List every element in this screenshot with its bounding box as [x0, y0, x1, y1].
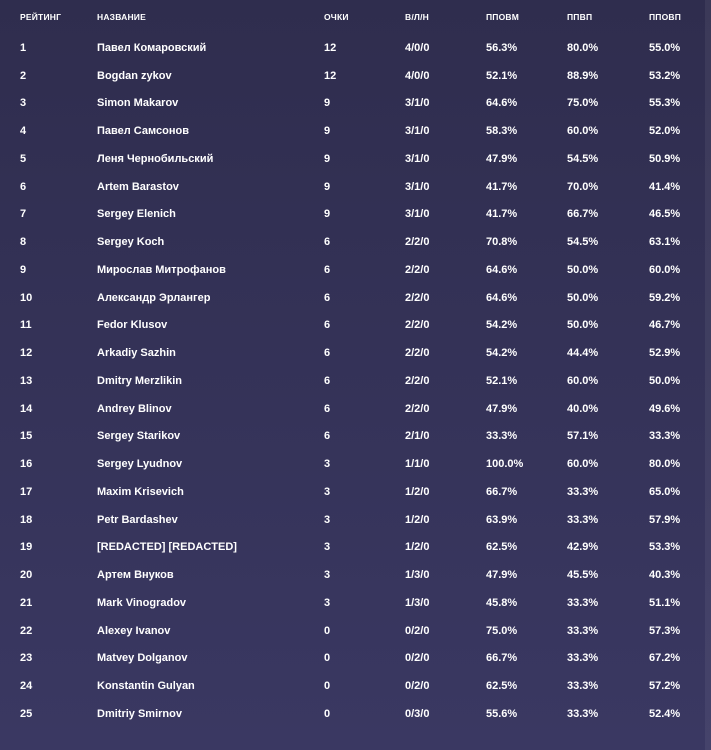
cell-wld: 2/2/0	[405, 236, 430, 249]
header-rank[interactable]: РЕЙТИНГ	[20, 12, 62, 22]
cell-ppovm: 66.7%	[486, 652, 518, 665]
table-body	[0, 34, 705, 728]
cell-points: 3	[324, 569, 331, 582]
table-row[interactable]	[0, 62, 705, 90]
cell-ppvp: 50.0%	[567, 319, 599, 332]
table-row[interactable]	[0, 90, 705, 118]
cell-points: 9	[324, 208, 331, 221]
table-row[interactable]	[0, 506, 705, 534]
cell-name[interactable]: [REDACTED] [REDACTED]	[97, 541, 237, 554]
cell-points: 12	[324, 69, 337, 82]
cell-points: 6	[324, 347, 331, 360]
cell-ppovm: 64.6%	[486, 263, 518, 276]
cell-name[interactable]: Dmitry Merzlikin	[97, 374, 182, 387]
cell-ppvp: 40.0%	[567, 402, 599, 415]
table-row[interactable]	[0, 672, 705, 700]
cell-points: 9	[324, 97, 331, 110]
cell-rank: 14	[20, 402, 33, 415]
cell-ppovm: 58.3%	[486, 125, 518, 138]
cell-name[interactable]: Артем Внуков	[97, 569, 174, 582]
cell-ppvp: 42.9%	[567, 541, 599, 554]
cell-name[interactable]: Александр Эрлангер	[97, 291, 211, 304]
table-row[interactable]	[0, 145, 705, 173]
cell-ppvp: 54.5%	[567, 152, 599, 165]
cell-wld: 1/2/0	[405, 541, 430, 554]
cell-points: 6	[324, 374, 331, 387]
cell-ppovp: 41.4%	[649, 180, 681, 193]
cell-ppovm: 75.0%	[486, 624, 518, 637]
cell-ppovp: 52.0%	[649, 125, 681, 138]
cell-ppovp: 57.3%	[649, 624, 681, 637]
cell-name[interactable]: Павел Комаровский	[97, 41, 207, 54]
cell-ppovm: 47.9%	[486, 402, 518, 415]
cell-ppovp: 80.0%	[649, 458, 681, 471]
table-row[interactable]	[0, 312, 705, 340]
cell-points: 6	[324, 430, 331, 443]
cell-ppovp: 55.3%	[649, 97, 681, 110]
cell-ppvp: 33.3%	[567, 624, 599, 637]
cell-points: 0	[324, 680, 331, 693]
cell-rank: 10	[20, 291, 33, 304]
cell-ppovp: 55.0%	[649, 41, 681, 54]
cell-ppvp: 33.3%	[567, 652, 599, 665]
cell-ppovp: 65.0%	[649, 485, 681, 498]
cell-rank: 15	[20, 430, 33, 443]
cell-name[interactable]: Dmitriy Smirnov	[97, 707, 182, 720]
cell-rank: 20	[20, 569, 33, 582]
cell-rank: 16	[20, 458, 33, 471]
cell-ppovm: 56.3%	[486, 41, 518, 54]
cell-rank: 17	[20, 485, 33, 498]
table-row[interactable]	[0, 478, 705, 506]
cell-wld: 0/2/0	[405, 624, 430, 637]
cell-name[interactable]: Artem Barastov	[97, 180, 179, 193]
table-row[interactable]	[0, 534, 705, 562]
cell-ppovm: 45.8%	[486, 596, 518, 609]
cell-name[interactable]: Sergey Koch	[97, 236, 165, 249]
cell-rank: 19	[20, 541, 33, 554]
cell-ppovm: 63.9%	[486, 513, 518, 526]
cell-rank: 22	[20, 624, 33, 637]
cell-ppvp: 33.3%	[567, 596, 599, 609]
table-row[interactable]	[0, 173, 705, 201]
cell-name[interactable]: Sergey Lyudnov	[97, 458, 183, 471]
cell-ppvp: 66.7%	[567, 208, 599, 221]
cell-points: 0	[324, 624, 331, 637]
cell-points: 3	[324, 596, 331, 609]
table-header-row	[0, 0, 705, 34]
cell-ppvp: 60.0%	[567, 374, 599, 387]
cell-rank: 11	[20, 319, 32, 332]
cell-name[interactable]: Sergey Starikov	[97, 430, 181, 443]
table-row[interactable]	[0, 201, 705, 229]
cell-ppovm: 52.1%	[486, 374, 518, 387]
cell-ppovp: 57.9%	[649, 513, 681, 526]
cell-points: 6	[324, 236, 331, 249]
cell-wld: 4/0/0	[405, 69, 430, 82]
cell-wld: 2/2/0	[405, 263, 430, 276]
header-wld[interactable]: В/Л/Н	[405, 12, 429, 22]
cell-name[interactable]: Bogdan zykov	[97, 69, 172, 82]
cell-rank: 13	[20, 374, 33, 387]
cell-ppovp: 49.6%	[649, 402, 681, 415]
cell-wld: 2/2/0	[405, 402, 430, 415]
cell-wld: 2/2/0	[405, 374, 430, 387]
cell-rank: 7	[20, 208, 27, 221]
cell-name[interactable]: Arkadiy Sazhin	[97, 347, 176, 360]
cell-name[interactable]: Maxim Krisevich	[97, 485, 184, 498]
cell-ppvp: 45.5%	[567, 569, 599, 582]
table-row[interactable]	[0, 645, 705, 673]
cell-rank: 1	[20, 41, 27, 54]
cell-points: 6	[324, 263, 331, 276]
cell-points: 3	[324, 513, 331, 526]
cell-ppovm: 62.5%	[486, 680, 518, 693]
cell-ppvp: 80.0%	[567, 41, 599, 54]
cell-points: 6	[324, 402, 331, 415]
cell-ppovm: 54.2%	[486, 347, 518, 360]
table-row[interactable]	[0, 284, 705, 312]
cell-wld: 1/2/0	[405, 513, 430, 526]
table-row[interactable]	[0, 561, 705, 589]
cell-wld: 0/2/0	[405, 680, 430, 693]
scrollbar[interactable]	[705, 0, 711, 750]
header-ppovm[interactable]: ППОВМ	[486, 12, 520, 22]
table-row[interactable]	[0, 589, 705, 617]
cell-wld: 2/2/0	[405, 291, 430, 304]
cell-wld: 4/0/0	[405, 41, 430, 54]
cell-ppvp: 33.3%	[567, 680, 599, 693]
cell-ppovm: 62.5%	[486, 541, 518, 554]
cell-ppovp: 33.3%	[649, 430, 681, 443]
cell-ppvp: 60.0%	[567, 458, 599, 471]
cell-wld: 3/1/0	[405, 208, 430, 221]
cell-ppvp: 57.1%	[567, 430, 599, 443]
header-name[interactable]: НАЗВАНИЕ	[97, 12, 146, 22]
cell-points: 9	[324, 152, 331, 165]
cell-ppovp: 46.5%	[649, 208, 681, 221]
cell-ppvp: 50.0%	[567, 263, 599, 276]
cell-points: 0	[324, 707, 331, 720]
table-row[interactable]	[0, 395, 705, 423]
cell-ppovm: 70.8%	[486, 236, 518, 249]
cell-ppovp: 53.3%	[649, 541, 681, 554]
cell-points: 12	[324, 41, 337, 54]
cell-ppvp: 75.0%	[567, 97, 599, 110]
cell-rank: 5	[20, 152, 27, 165]
cell-name[interactable]: Konstantin Gulyan	[97, 680, 195, 693]
cell-wld: 2/2/0	[405, 347, 430, 360]
cell-rank: 18	[20, 513, 33, 526]
cell-ppvp: 44.4%	[567, 347, 599, 360]
cell-wld: 1/3/0	[405, 596, 430, 609]
cell-ppovp: 50.0%	[649, 374, 681, 387]
cell-ppovp: 59.2%	[649, 291, 681, 304]
cell-ppovp: 57.2%	[649, 680, 681, 693]
cell-wld: 1/3/0	[405, 569, 430, 582]
cell-rank: 2	[20, 69, 27, 82]
cell-points: 3	[324, 541, 331, 554]
cell-ppvp: 33.3%	[567, 707, 599, 720]
cell-rank: 25	[20, 707, 33, 720]
cell-ppovm: 33.3%	[486, 430, 518, 443]
cell-wld: 2/1/0	[405, 430, 430, 443]
cell-rank: 3	[20, 97, 27, 110]
cell-wld: 3/1/0	[405, 152, 430, 165]
cell-ppovp: 52.9%	[649, 347, 681, 360]
cell-wld: 3/1/0	[405, 97, 430, 110]
cell-name[interactable]: Павел Самсонов	[97, 125, 189, 138]
cell-ppovm: 47.9%	[486, 152, 518, 165]
cell-ppovp: 50.9%	[649, 152, 681, 165]
table-row[interactable]	[0, 339, 705, 367]
cell-points: 9	[324, 180, 331, 193]
cell-ppovm: 52.1%	[486, 69, 518, 82]
cell-rank: 8	[20, 236, 27, 249]
cell-ppvp: 60.0%	[567, 125, 599, 138]
cell-ppvp: 70.0%	[567, 180, 599, 193]
cell-name[interactable]: Petr Bardashev	[97, 513, 178, 526]
cell-rank: 23	[20, 652, 33, 665]
table-row[interactable]	[0, 700, 705, 728]
cell-ppvp: 50.0%	[567, 291, 599, 304]
cell-ppovm: 41.7%	[486, 180, 518, 193]
cell-name[interactable]: Mark Vinogradov	[97, 596, 187, 609]
cell-name[interactable]: Леня Чернобильский	[97, 152, 214, 165]
cell-rank: 24	[20, 680, 33, 693]
cell-ppovm: 54.2%	[486, 319, 518, 332]
cell-ppovm: 64.6%	[486, 97, 518, 110]
cell-ppovp: 51.1%	[649, 596, 681, 609]
cell-points: 3	[324, 485, 331, 498]
cell-ppvp: 33.3%	[567, 485, 599, 498]
cell-ppovp: 52.4%	[649, 707, 681, 720]
cell-wld: 0/3/0	[405, 707, 430, 720]
cell-ppovp: 67.2%	[649, 652, 681, 665]
cell-name[interactable]: Andrey Blinov	[97, 402, 172, 415]
cell-points: 3	[324, 458, 331, 471]
header-ppovp[interactable]: ППОВП	[649, 12, 682, 22]
cell-points: 6	[324, 291, 331, 304]
cell-wld: 3/1/0	[405, 125, 430, 138]
cell-ppovm: 41.7%	[486, 208, 518, 221]
cell-ppovm: 47.9%	[486, 569, 518, 582]
cell-wld: 2/2/0	[405, 319, 430, 332]
cell-ppovp: 60.0%	[649, 263, 681, 276]
cell-ppovp: 53.2%	[649, 69, 681, 82]
cell-name[interactable]: Мирослав Митрофанов	[97, 263, 226, 276]
cell-rank: 12	[20, 347, 33, 360]
cell-rank: 6	[20, 180, 27, 193]
table-row[interactable]	[0, 423, 705, 451]
table-row[interactable]	[0, 256, 705, 284]
header-points[interactable]: ОЧКИ	[324, 12, 349, 22]
cell-ppovm: 66.7%	[486, 485, 518, 498]
cell-name[interactable]: Alexey Ivanov	[97, 624, 171, 637]
header-ppvp[interactable]: ППВП	[567, 12, 593, 22]
cell-wld: 0/2/0	[405, 652, 430, 665]
cell-ppovp: 46.7%	[649, 319, 681, 332]
cell-wld: 1/1/0	[405, 458, 430, 471]
cell-name[interactable]: Simon Makarov	[97, 97, 179, 110]
cell-ppovp: 63.1%	[649, 236, 681, 249]
cell-ppovm: 64.6%	[486, 291, 518, 304]
table-row[interactable]	[0, 34, 705, 62]
cell-ppvp: 54.5%	[567, 236, 599, 249]
cell-points: 9	[324, 125, 331, 138]
table-row[interactable]	[0, 228, 705, 256]
cell-rank: 4	[20, 125, 27, 138]
cell-ppovm: 100.0%	[486, 458, 524, 471]
cell-name[interactable]: Sergey Elenich	[97, 208, 176, 221]
cell-rank: 21	[20, 596, 33, 609]
cell-rank: 9	[20, 263, 27, 276]
table-row[interactable]	[0, 617, 705, 645]
table-row[interactable]	[0, 367, 705, 395]
table-row[interactable]	[0, 117, 705, 145]
cell-points: 6	[324, 319, 331, 332]
cell-wld: 3/1/0	[405, 180, 430, 193]
cell-ppvp: 88.9%	[567, 69, 599, 82]
cell-points: 0	[324, 652, 331, 665]
cell-ppovm: 55.6%	[486, 707, 518, 720]
cell-wld: 1/2/0	[405, 485, 430, 498]
cell-name[interactable]: Matvey Dolganov	[97, 652, 188, 665]
cell-ppvp: 33.3%	[567, 513, 599, 526]
cell-ppovp: 40.3%	[649, 569, 681, 582]
cell-name[interactable]: Fedor Klusov	[97, 319, 168, 332]
table-row[interactable]	[0, 450, 705, 478]
